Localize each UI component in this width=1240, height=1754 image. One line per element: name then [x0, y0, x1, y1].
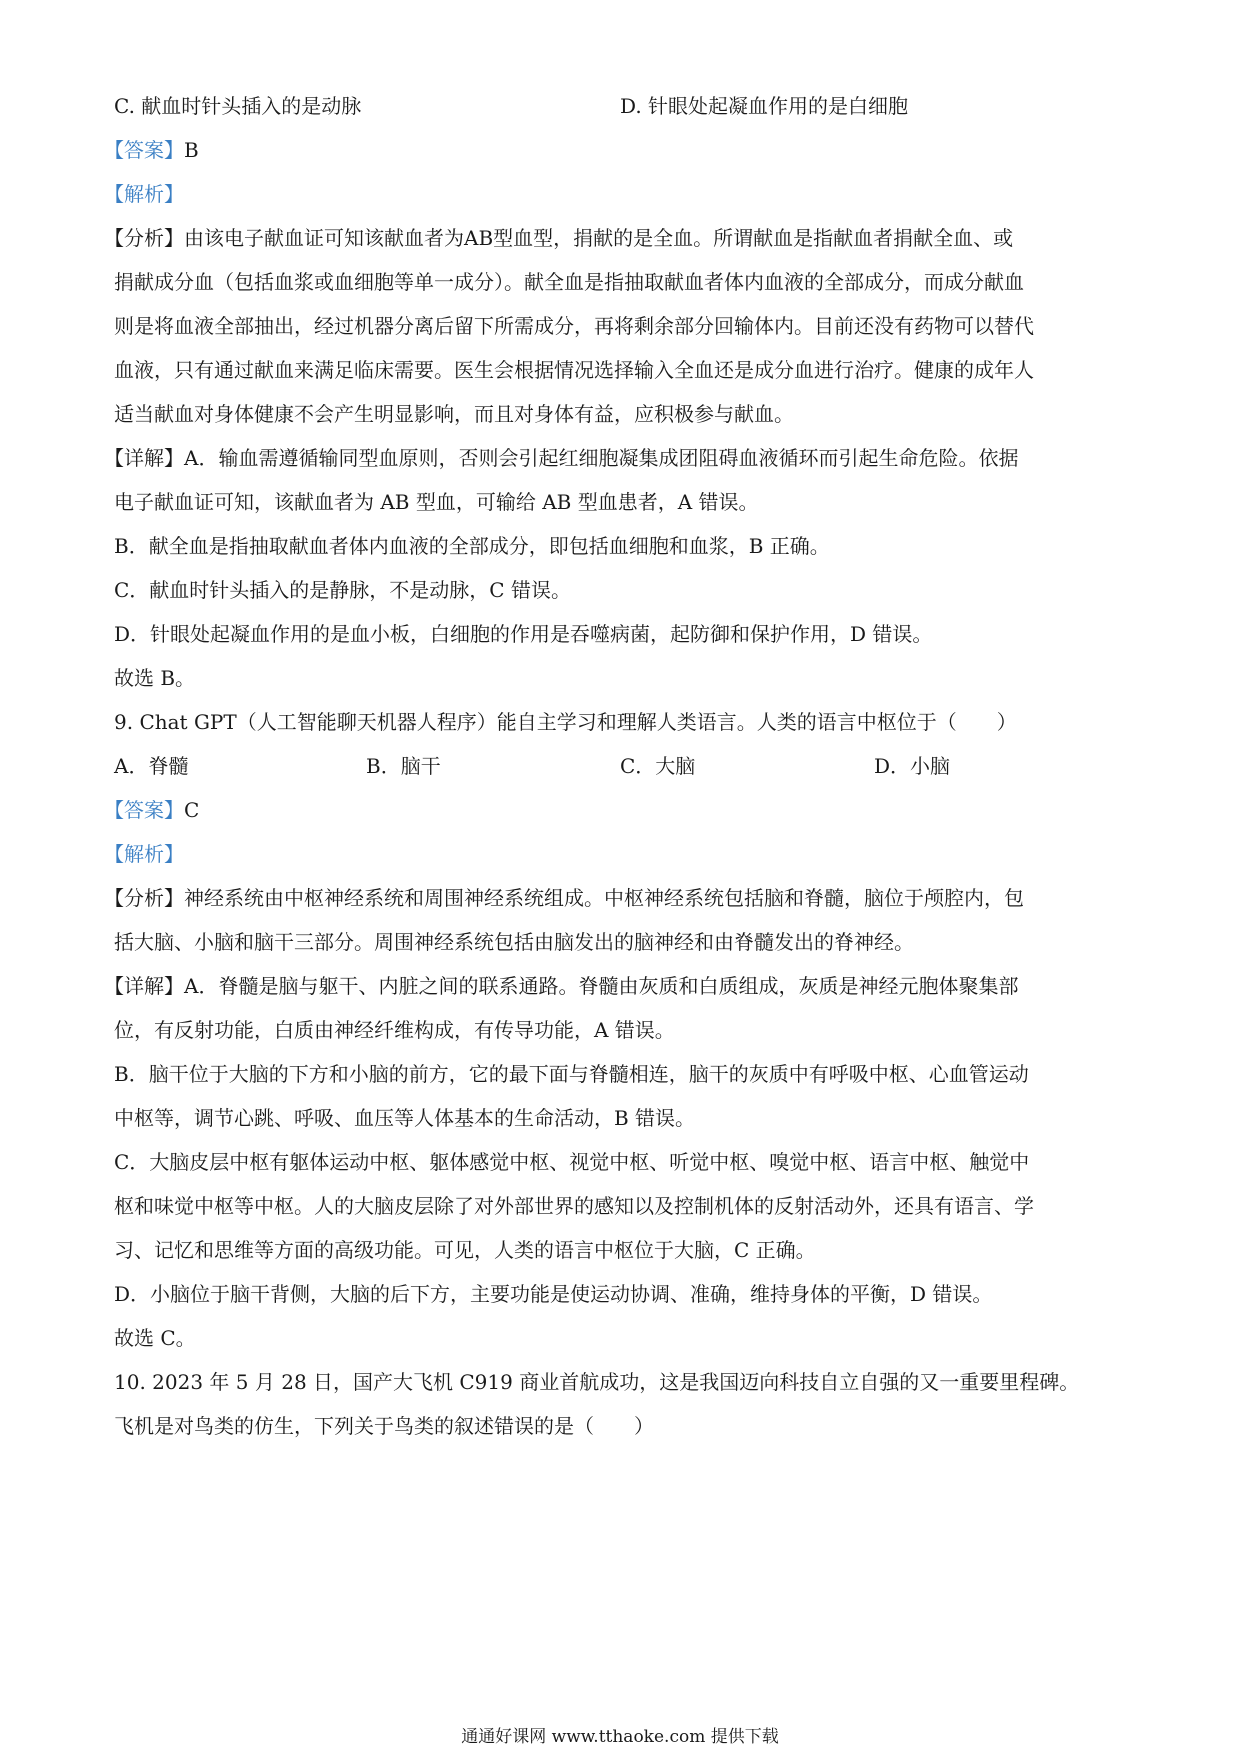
q8-analysis-label — [104, 180, 1124, 208]
q9-xiangjie-line-7: 习、记忆和思维等方面的高级功能。可见，人类的语言中枢位于大脑，C 正确。 — [114, 1238, 816, 1262]
q9-option-a: A．脊髓 — [114, 754, 189, 778]
q9-option-d: D．小脑 — [874, 754, 951, 778]
answer-label: 【答案】 — [104, 798, 184, 822]
q9-fenxi-line-1 — [104, 884, 1124, 912]
q8-xiangjie-line-4: C．献血时针头插入的是静脉，不是动脉，C 错误。 — [114, 578, 571, 602]
q8-answer — [104, 136, 1124, 164]
q10-stem-line-1: 10. 2023 年 5 月 28 日，国产大飞机 C919 商业首航成功，这是我国迈向科技自立自强的又一重要里程碑。 — [114, 1370, 1080, 1394]
fenxi-text: 神经系统由中枢神经系统和周围神经系统组成。中枢神经系统包括脑和脊髓，脑位于颅腔内，包 — [184, 886, 1024, 910]
q8-option-c: C. 献血时针头插入的是动脉 — [114, 94, 362, 118]
q9-answer — [104, 796, 1124, 824]
q8-xiangjie-line-3: B．献全血是指抽取献血者体内血液的全部成分，即包括血细胞和血浆，B 正确。 — [114, 534, 830, 558]
q9-fenxi-line-2: 括大脑、小脑和脑干三部分。周围神经系统包括由脑发出的脑神经和由脊髓发出的脊神经。 — [114, 930, 914, 954]
fenxi-label: 【分析】 — [104, 226, 184, 250]
q9-xiangjie-line-8: D．小脑位于脑干背侧，大脑的后下方，主要功能是使运动协调、准确，维持身体的平衡，D 错误。 — [114, 1282, 993, 1306]
q9-xiangjie-line-5: C．大脑皮层中枢有躯体运动中枢、躯体感觉中枢、视觉中枢、听觉中枢、嗅觉中枢、语言中枢、触觉中 — [114, 1150, 1030, 1174]
answer-value: B — [184, 138, 199, 162]
q9-conclusion: 故选 C。 — [114, 1326, 196, 1350]
xiangjie-label: 【详解】 — [104, 974, 184, 998]
q8-xiangjie-line-2: 电子献血证可知，该献血者为 AB 型血，可输给 AB 型血患者，A 错误。 — [114, 490, 759, 514]
q9-stem: 9. Chat GPT（人工智能聊天机器人程序）能自主学习和理解人类语言。人类的语言中枢位于（ ） — [114, 710, 1017, 734]
q8-option-d: D. 针眼处起凝血作用的是白细胞 — [620, 94, 909, 118]
xiangjie-label: 【详解】 — [104, 446, 184, 470]
q8-fenxi-line-3: 则是将血液全部抽出，经过机器分离后留下所需成分，再将剩余部分回输体内。目前还没有药物可以替代 — [114, 314, 1034, 338]
q9-option-c: C．大脑 — [620, 754, 696, 778]
fenxi-label: 【分析】 — [104, 886, 184, 910]
q9-analysis-label — [104, 840, 1124, 868]
q8-fenxi-line-2: 捐献成分血（包括血浆或血细胞等单一成分）。献全血是指抽取献血者体内血液的全部成分，而成分献血 — [114, 270, 1024, 294]
fenxi-text: 由该电子献血证可知该献血者为AB型血型，捐献的是全血。所谓献血是指献血者捐献全血、或 — [184, 226, 1014, 250]
answer-value: C — [184, 798, 200, 822]
xiangjie-text: A．脊髓是脑与躯干、内脏之间的联系通路。脊髓由灰质和白质组成，灰质是神经元胞体聚集部 — [184, 974, 1019, 998]
q9-option-b: B．脑干 — [366, 754, 441, 778]
q8-xiangjie-line-5: D．针眼处起凝血作用的是血小板，白细胞的作用是吞噬病菌，起防御和保护作用，D 错误。 — [114, 622, 933, 646]
q9-xiangjie-line-4: 中枢等，调节心跳、呼吸、血压等人体基本的生命活动，B 错误。 — [114, 1106, 696, 1130]
q8-xiangjie-line-1 — [104, 444, 1124, 472]
q9-xiangjie-line-2: 位，有反射功能，白质由神经纤维构成，有传导功能，A 错误。 — [114, 1018, 675, 1042]
q10-stem-line-2: 飞机是对鸟类的仿生，下列关于鸟类的叙述错误的是（ ） — [114, 1414, 654, 1438]
q8-conclusion: 故选 B。 — [114, 666, 196, 690]
q9-xiangjie-line-6: 枢和味觉中枢等中枢。人的大脑皮层除了对外部世界的感知以及控制机体的反射活动外，还具有语言、学 — [114, 1194, 1034, 1218]
xiangjie-text: A．输血需遵循输同型血原则，否则会引起红细胞凝集成团阻碍血液循环而引起生命危险。依据 — [184, 446, 1019, 470]
answer-label: 【答案】 — [104, 138, 184, 162]
q8-fenxi-line-5: 适当献血对身体健康不会产生明显影响，而且对身体有益，应积极参与献血。 — [114, 402, 794, 426]
analysis-label: 【解析】 — [104, 182, 184, 206]
page-footer: 通通好课网 www.tthaoke.com 提供下载 — [461, 1727, 779, 1747]
q9-xiangjie-line-1 — [104, 972, 1124, 1000]
q9-xiangjie-line-3: B．脑干位于大脑的下方和小脑的前方，它的最下面与脊髓相连，脑干的灰质中有呼吸中枢、心血管运动 — [114, 1062, 1029, 1086]
q8-fenxi-line-1 — [104, 224, 1124, 252]
analysis-label: 【解析】 — [104, 842, 184, 866]
q8-fenxi-line-4: 血液，只有通过献血来满足临床需要。医生会根据情况选择输入全血还是成分血进行治疗。健康的成年人 — [114, 358, 1034, 382]
